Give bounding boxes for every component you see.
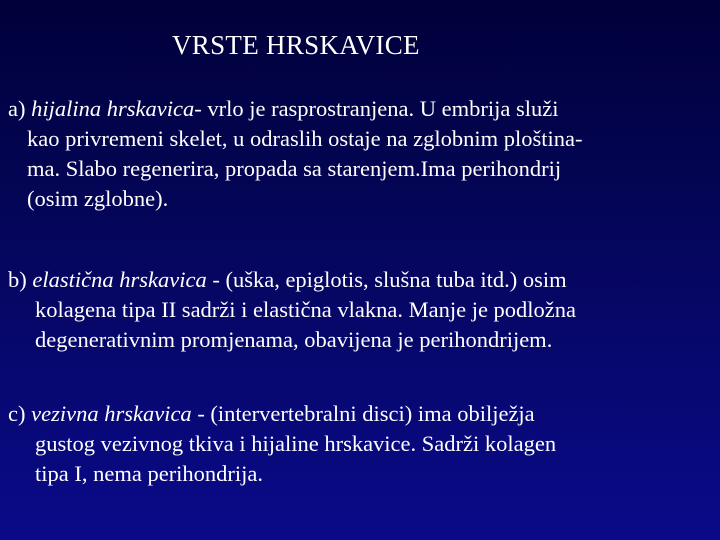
- section-text-line: tipa I, nema perihondrija.: [35, 461, 264, 486]
- section-marker: a): [8, 96, 26, 121]
- section-first-line: [8, 265, 708, 295]
- slide-title: VRSTE HRSKAVICE: [172, 30, 420, 60]
- section-term: vezivna hrskavica: [31, 401, 192, 426]
- section-text-line: ma. Slabo regenerira, propada sa starenjem.Ima perihondrij: [27, 156, 562, 181]
- section-text-line: (osim zglobne).: [27, 186, 169, 211]
- section-text: - (uška, epiglotis, slušna tuba itd.) osim: [206, 267, 567, 292]
- section-hijalina: [8, 94, 708, 214]
- section-text-line: degenerativnim promjenama, obavijena je perihondrijem.: [35, 327, 553, 352]
- section-first-line: [8, 94, 708, 124]
- section-term: hijalina hrskavica-: [31, 96, 202, 121]
- section-text: vrlo je rasprostranjena. U embrija služi: [201, 96, 559, 121]
- section-term: elastična hrskavica: [32, 267, 207, 292]
- section-vezivna: [8, 399, 708, 489]
- section-text-line: kao privremeni skelet, u odraslih ostaje na zglobnim ploština-: [27, 126, 583, 151]
- section-marker: c): [8, 401, 26, 426]
- section-elasticna: [8, 265, 708, 355]
- section-marker: b): [8, 267, 27, 292]
- section-first-line: [8, 399, 708, 429]
- section-text-line: gustog vezivnog tkiva i hijaline hrskavice. Sadrži kolagen: [35, 431, 557, 456]
- section-text: - (intervertebralni disci) ima obilježja: [191, 401, 535, 426]
- section-text-line: kolagena tipa II sadrži i elastična vlakna. Manje je podložna: [35, 297, 577, 322]
